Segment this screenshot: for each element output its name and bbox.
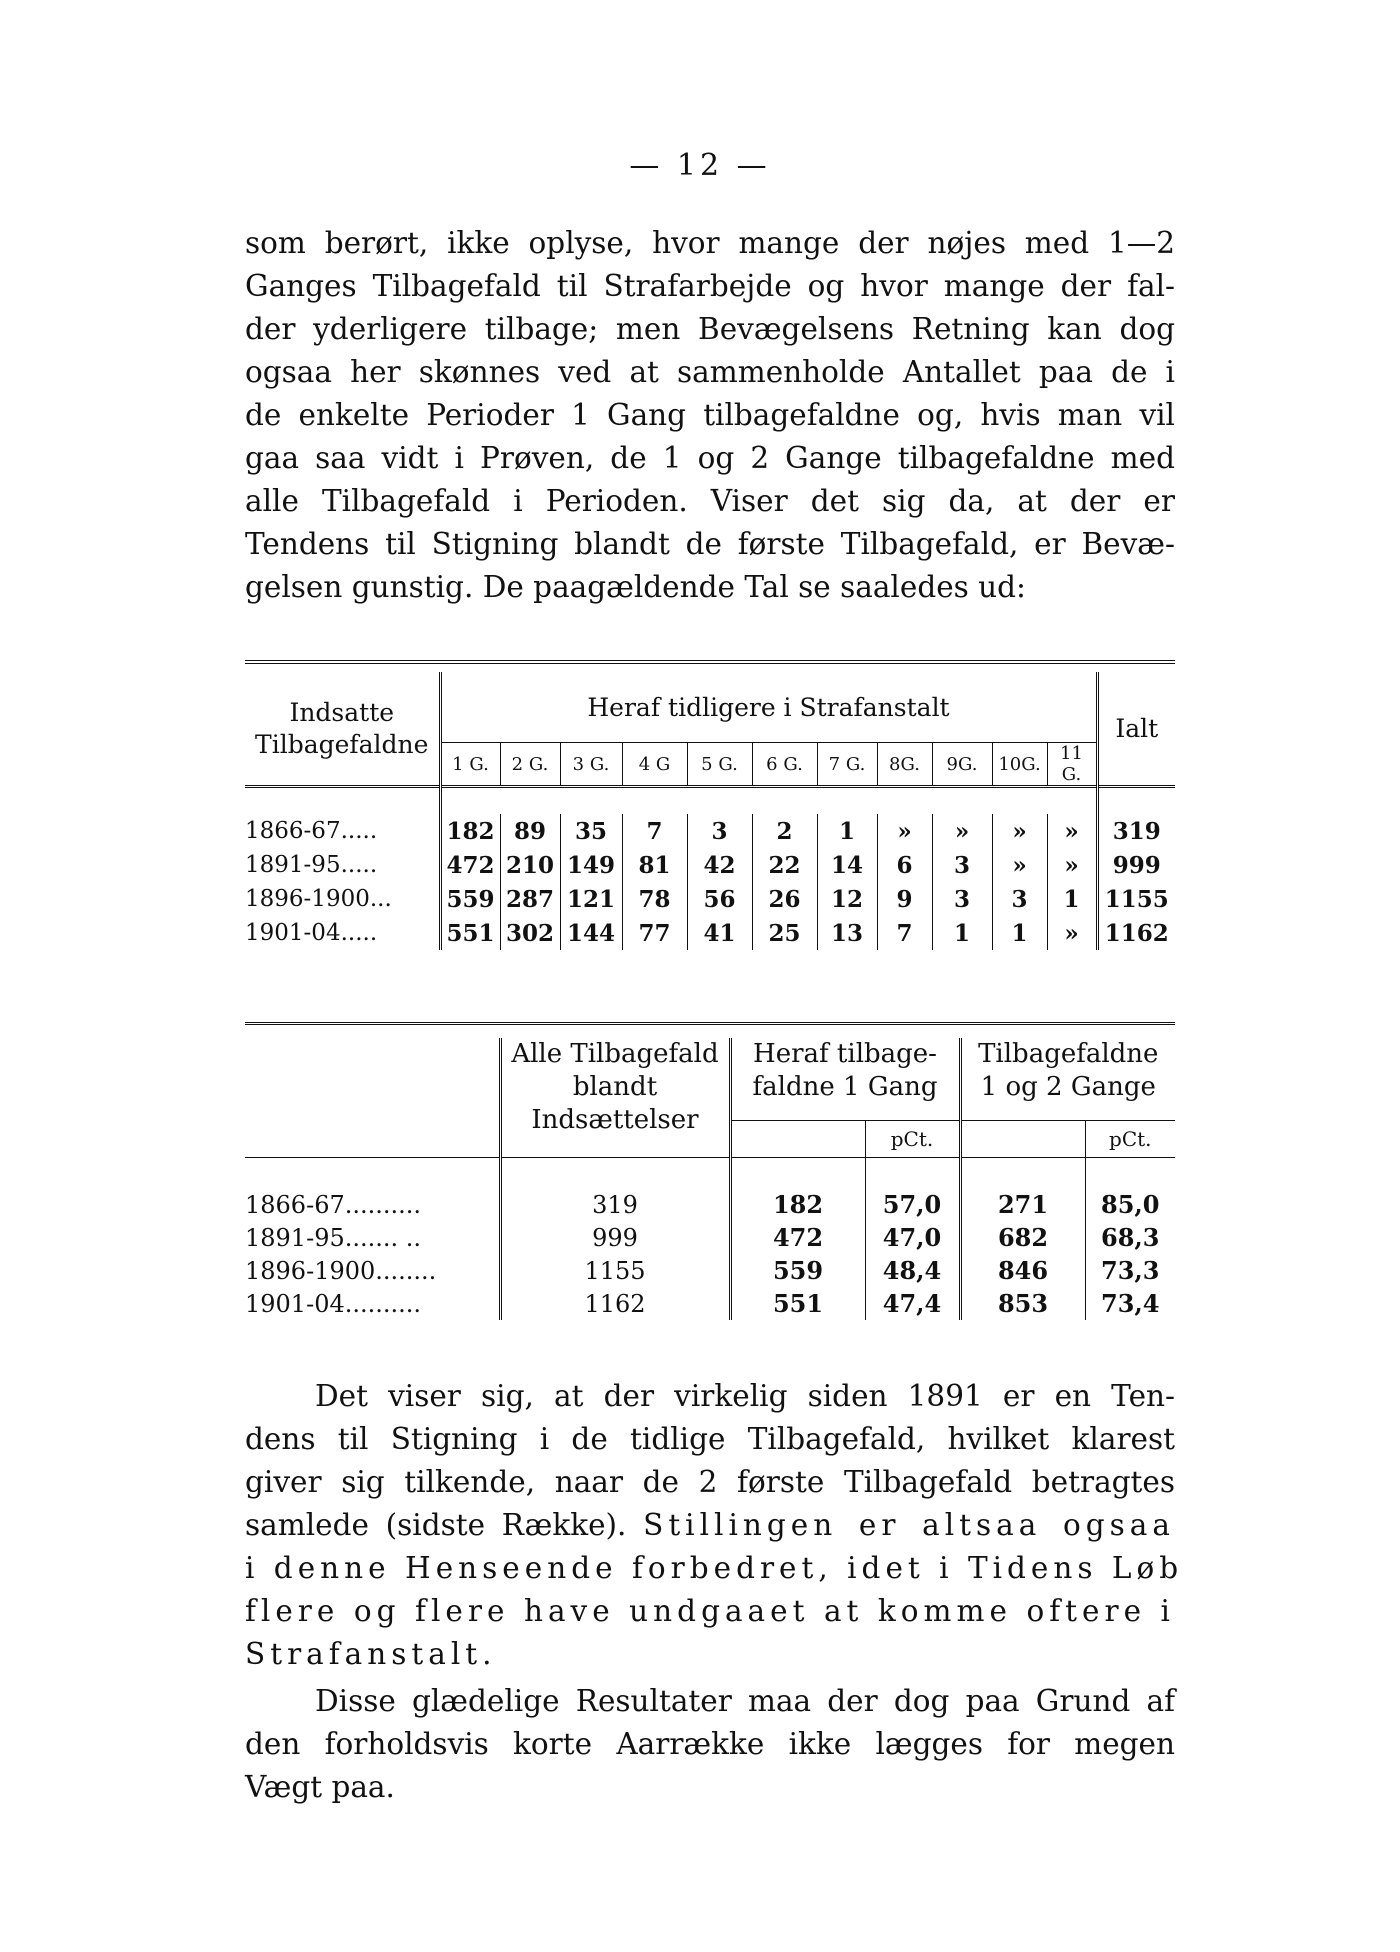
cell: 3 xyxy=(932,848,992,882)
cell: 1 xyxy=(932,916,992,950)
cell-two: 846 xyxy=(960,1254,1085,1287)
cell: » xyxy=(932,814,992,848)
text-line: som berørt, ikke oplyse, hvor mange der nøjes med 1—2 xyxy=(245,226,1175,260)
text-line: dens til Stigning i de tidlige Tilbagefald, hvilket klarest xyxy=(245,1422,1175,1456)
page-number: — 12 — xyxy=(629,148,771,183)
row-period: 1891-95..... xyxy=(245,848,440,882)
row-period: 1896-1900........ xyxy=(245,1256,437,1285)
cell: 302 xyxy=(500,916,560,950)
cell: 3 xyxy=(687,814,752,848)
cell-one-pct: 47,4 xyxy=(882,1289,942,1318)
cell: 9 xyxy=(877,882,932,916)
cell: 2 xyxy=(752,814,817,848)
row-total: 319 xyxy=(1097,814,1175,848)
text-line: de enkelte Perioder 1 Gang tilbagefaldne og, hvis man vil xyxy=(245,398,1175,432)
row-period: 1901-04.......... xyxy=(245,1289,422,1318)
column-header: 4 G xyxy=(622,743,687,787)
cell-alle: 1162 xyxy=(500,1287,730,1320)
column-header: 2 G. xyxy=(500,743,560,787)
spaced-text: Strafanstalt. xyxy=(245,1637,497,1671)
cell: 287 xyxy=(500,882,560,916)
row-total: 1155 xyxy=(1097,882,1175,916)
table2-separator xyxy=(245,1158,1175,1189)
cell: 3 xyxy=(992,882,1047,916)
cell: 13 xyxy=(817,916,877,950)
header-line: Alle Tilbagefald xyxy=(511,1039,719,1069)
cell-one: 182 xyxy=(730,1188,865,1221)
table2-corner xyxy=(245,1038,500,1158)
cell-two: 271 xyxy=(960,1188,1085,1221)
table-row xyxy=(245,916,1175,950)
paragraph-3 xyxy=(245,1680,1175,1809)
column-header: 3 G. xyxy=(560,743,622,787)
column-header: 11 G. xyxy=(1060,743,1083,785)
paragraph-2 xyxy=(245,1375,1184,1676)
text-line: ogsaa her skønnes ved at sammenholde Antallet paa de i xyxy=(245,355,1175,389)
text-line: Ganges Tilbagefald til Strafarbejde og hvor mange der fal- xyxy=(245,269,1175,303)
cell: 551 xyxy=(440,916,500,950)
table-row xyxy=(245,848,1175,882)
cell: » xyxy=(992,814,1047,848)
table1-separator xyxy=(245,787,1175,815)
cell: 22 xyxy=(752,848,817,882)
column-header: 1 G. xyxy=(440,743,500,787)
table-row xyxy=(245,1254,1175,1287)
cell-one-pct: 57,0 xyxy=(882,1190,942,1219)
cell: 144 xyxy=(560,916,622,950)
table-row xyxy=(245,1221,1175,1254)
text-line: den forholdsvis korte Aarrække ikke lægges for megen xyxy=(245,1727,1175,1761)
cell: 78 xyxy=(622,882,687,916)
cell: 25 xyxy=(752,916,817,950)
table-row xyxy=(245,1287,1175,1320)
cell: 6 xyxy=(877,848,932,882)
cell-one-pct: 47,0 xyxy=(882,1223,942,1252)
cell: 3 xyxy=(932,882,992,916)
cell: 472 xyxy=(440,848,500,882)
cell: 210 xyxy=(500,848,560,882)
pct-spacer xyxy=(960,1121,1085,1158)
text-line: Tendens til Stigning blandt de første Tilbagefald, er Bevæ- xyxy=(245,527,1175,561)
column-header: 8G. xyxy=(877,743,932,787)
cell: 121 xyxy=(560,882,622,916)
pct-label: pCt. xyxy=(1085,1121,1175,1158)
header-tilbagefaldne: Tilbagefaldne xyxy=(255,729,429,759)
table1-left-header xyxy=(245,672,440,787)
text-line: Disse glædelige Resultater maa der dog paa Grund af xyxy=(315,1684,1175,1718)
cell: 12 xyxy=(817,882,877,916)
cell-alle: 319 xyxy=(500,1188,730,1221)
text-line: gaa saa vidt i Prøven, de 1 og 2 Gange tilbagefaldne med xyxy=(245,441,1175,475)
text-line: der yderligere tilbage; men Bevægelsens Retning kan dog xyxy=(245,312,1175,346)
column-header: 10G. xyxy=(992,743,1047,787)
cell: 41 xyxy=(687,916,752,950)
cell: 56 xyxy=(687,882,752,916)
spaced-text: i denne Henseende forbedret, idet i Tidens Løb xyxy=(245,1551,1184,1585)
table2-header-two xyxy=(960,1038,1175,1121)
cell-two-pct: 68,3 xyxy=(1101,1223,1160,1252)
row-period: 1901-04..... xyxy=(245,916,440,950)
text-line: Vægt paa. xyxy=(245,1770,395,1804)
table1-total-header: Ialt xyxy=(1097,672,1175,787)
cell-one-pct: 48,4 xyxy=(882,1256,942,1285)
row-period: 1866-67.......... xyxy=(245,1190,422,1219)
cell: 14 xyxy=(817,848,877,882)
cell: 89 xyxy=(500,814,560,848)
cell-alle: 999 xyxy=(500,1221,730,1254)
cell-one: 559 xyxy=(730,1254,865,1287)
text-line: Det viser sig, at der virkelig siden 1891 er en Ten- xyxy=(315,1379,1175,1413)
header-line: faldne 1 Gang xyxy=(752,1072,938,1102)
column-header: 9G. xyxy=(932,743,992,787)
cell: » xyxy=(1064,817,1079,845)
cell-one: 551 xyxy=(730,1287,865,1320)
cell: » xyxy=(1064,851,1079,879)
cell: » xyxy=(992,848,1047,882)
cell-alle: 1155 xyxy=(500,1254,730,1287)
text-line xyxy=(245,1504,1175,1547)
table1-top-rule xyxy=(245,660,1175,664)
cell: 1 xyxy=(992,916,1047,950)
column-header: 6 G. xyxy=(752,743,817,787)
cell: 559 xyxy=(440,882,500,916)
cell-two: 682 xyxy=(960,1221,1085,1254)
header-line: Indsættelser xyxy=(531,1105,699,1135)
table-row xyxy=(245,882,1175,916)
cell: 35 xyxy=(560,814,622,848)
cell-one: 472 xyxy=(730,1221,865,1254)
cell: 42 xyxy=(687,848,752,882)
cell: 1 xyxy=(817,814,877,848)
text-run: samlede (sidste Række). xyxy=(245,1508,627,1542)
header-line: Heraf tilbage- xyxy=(753,1039,937,1069)
cell: 7 xyxy=(622,814,687,848)
table-row xyxy=(245,814,1175,848)
cell: 7 xyxy=(877,916,932,950)
row-total: 1162 xyxy=(1097,916,1175,950)
table2 xyxy=(245,1038,1175,1320)
row-period: 1896-1900... xyxy=(245,882,440,916)
table-row xyxy=(245,1188,1175,1221)
table1-group-header: Heraf tidligere i Strafanstalt xyxy=(440,672,1097,743)
table2-header-one xyxy=(730,1038,960,1121)
table1 xyxy=(245,672,1175,950)
table2-top-rule xyxy=(245,1022,1175,1025)
column-header: 5 G. xyxy=(687,743,752,787)
cell: 149 xyxy=(560,848,622,882)
cell: 81 xyxy=(622,848,687,882)
cell: 26 xyxy=(752,882,817,916)
cell-two: 853 xyxy=(960,1287,1085,1320)
cell: 1 xyxy=(1063,885,1080,913)
cell-two-pct: 73,3 xyxy=(1101,1256,1160,1285)
header-line: Tilbagefaldne xyxy=(978,1039,1159,1069)
text-line: giver sig tilkende, naar de 2 første Tilbagefald betragtes xyxy=(245,1465,1175,1499)
header-line: 1 og 2 Gange xyxy=(980,1072,1156,1102)
pct-label: pCt. xyxy=(865,1121,960,1158)
cell-two-pct: 85,0 xyxy=(1101,1190,1160,1219)
cell: » xyxy=(877,814,932,848)
header-line: blandt xyxy=(572,1072,658,1102)
row-period: 1866-67..... xyxy=(245,814,440,848)
column-header: 7 G. xyxy=(817,743,877,787)
cell-two-pct: 73,4 xyxy=(1101,1289,1160,1318)
cell: 77 xyxy=(622,916,687,950)
spaced-text: Stillingen er altsaa ogsaa xyxy=(643,1508,1175,1542)
text-line: gelsen gunstig. De paagældende Tal se saaledes ud: xyxy=(245,570,1027,604)
table2-header-alle xyxy=(500,1038,730,1158)
cell: » xyxy=(1064,919,1079,947)
header-indsatte: Indsatte xyxy=(289,697,395,727)
paragraph-1 xyxy=(245,222,1175,609)
row-period: 1891-95....... .. xyxy=(245,1223,422,1252)
cell: 182 xyxy=(440,814,500,848)
pct-spacer xyxy=(730,1121,865,1158)
text-line: alle Tilbagefald i Perioden. Viser det sig da, at der er xyxy=(245,484,1175,518)
row-total: 999 xyxy=(1097,848,1175,882)
spaced-text: flere og flere have undgaaet at komme oftere i xyxy=(245,1594,1175,1628)
